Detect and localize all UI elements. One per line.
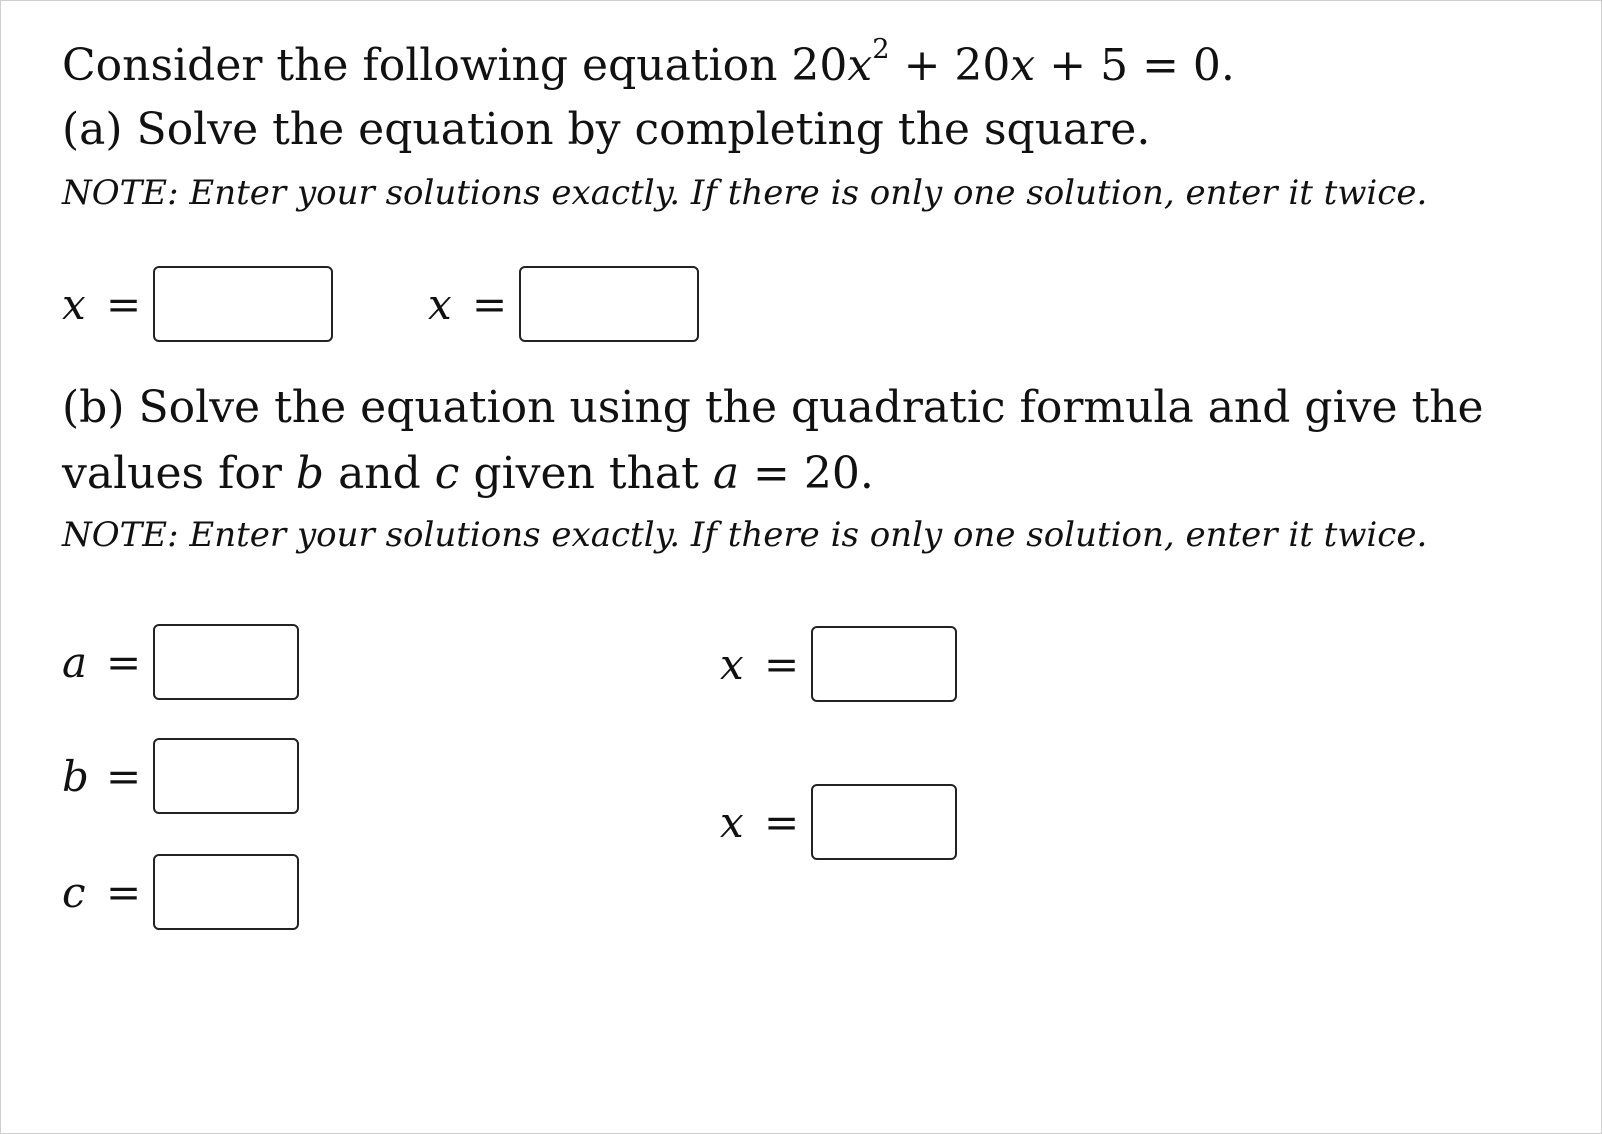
part-b-field-x1 (720, 624, 957, 704)
problem-intro (62, 34, 1235, 91)
coefficient-a-input[interactable] (153, 624, 299, 700)
intro-text: Consider the following equation (62, 40, 792, 91)
eq-var: x (1010, 40, 1036, 91)
equals-sign: = (106, 637, 142, 687)
part-a-answer-2-input[interactable] (519, 266, 699, 342)
var-c: c (434, 448, 460, 499)
part-b-heading-line1: (b) Solve the equation using the quadratic formula and give the (62, 382, 1484, 433)
part-a-answer-1-input[interactable] (153, 266, 333, 342)
var-a: a (712, 448, 740, 499)
part-b-field-b (62, 736, 299, 816)
equals-sign: = (106, 751, 142, 801)
eq-end: + 5 = 0. (1035, 40, 1235, 91)
eq-var: x (847, 40, 873, 91)
equals-sign: = (106, 279, 142, 329)
equals-sign: = (764, 639, 800, 689)
part-a-field-1 (62, 264, 333, 344)
eq-coef: 20 (791, 40, 848, 91)
eq-exponent: 2 (872, 34, 890, 66)
part-b-answer-1-input[interactable] (811, 626, 957, 702)
field-label: x (428, 279, 452, 329)
part-b-field-x2 (720, 782, 957, 862)
part-b-text: and (324, 448, 435, 499)
part-a-field-2 (428, 264, 699, 344)
field-label: x (720, 797, 744, 847)
equals-sign: = (106, 867, 142, 917)
part-b-note: NOTE: Enter your solutions exactly. If there is only one solution, enter it twice. (62, 515, 1428, 555)
eq-middle: + 20 (889, 40, 1011, 91)
coefficient-c-input[interactable] (153, 854, 299, 930)
part-b-text: given that (459, 448, 713, 499)
field-label: x (62, 279, 86, 329)
field-label: b (62, 751, 89, 801)
part-b-answer-2-input[interactable] (811, 784, 957, 860)
part-b-field-a (62, 622, 299, 702)
part-a-heading: (a) Solve the equation by completing the square. (62, 104, 1151, 155)
var-b: b (295, 448, 325, 499)
field-label: x (720, 639, 744, 689)
part-b-heading-line2 (62, 448, 874, 499)
equals-sign: = (472, 279, 508, 329)
part-b-text: = 20. (739, 448, 874, 499)
part-a-note: NOTE: Enter your solutions exactly. If there is only one solution, enter it twice. (62, 173, 1428, 213)
field-label: c (62, 867, 86, 917)
part-b-text: values for (62, 448, 296, 499)
part-b-field-c (62, 852, 299, 932)
equals-sign: = (764, 797, 800, 847)
field-label: a (62, 637, 88, 687)
coefficient-b-input[interactable] (153, 738, 299, 814)
